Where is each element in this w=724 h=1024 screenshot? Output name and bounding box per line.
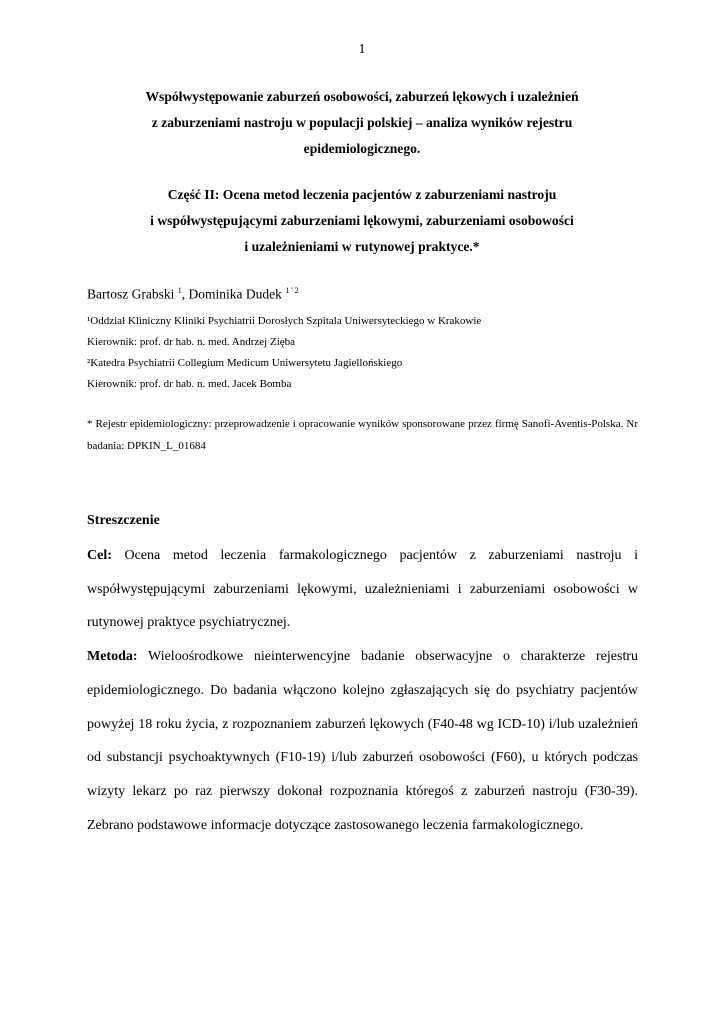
document-title: [0, 84, 724, 162]
affiliation-line: Kierownik: prof. dr hab. n. med. Jacek Bomba: [87, 378, 292, 390]
affiliation-line: Kierownik: prof. dr hab. n. med. Andrzej Zięba: [87, 336, 296, 348]
abstract-goal-paragraph: [87, 539, 638, 640]
affiliation-line: ¹Oddział Kliniczny Kliniki Psychiatrii Dorosłych Szpitala Uniwersyteckiego w Krakowie: [87, 315, 482, 327]
abstract-method-paragraph: [87, 640, 638, 842]
author-name: Dominika Dudek: [188, 286, 282, 302]
sponsor-footnote: * Rejestr epidemiologiczny: przeprowadzenie i opracowanie wyników sponsorowane przez firmę Sanofi-Aventis-Polska. Nr badania: DPKIN_L_01684: [87, 418, 638, 452]
affiliations: [87, 311, 481, 395]
page-number: 1: [358, 42, 366, 57]
abstract-body: [87, 539, 638, 842]
subtitle-line: i współwystępującymi zaburzeniami lękowymi, zaburzeniami osobowości: [150, 213, 574, 228]
subtitle-line: Część II: Ocena metod leczenia pacjentów z zaburzeniami nastroju: [167, 187, 557, 202]
title-line: z zaburzeniami nastroju w populacji polskiej – analiza wyników rejestru: [151, 115, 573, 130]
method-label: Metoda:: [87, 649, 138, 665]
title-line: Współwystępowanie zaburzeń osobowości, zaburzeń lękowych i uzależnień: [145, 89, 579, 104]
authors-line: [87, 286, 299, 303]
method-text: Wieloośrodkowe nieinterwencyjne badanie obserwacyjne o charakterze rejestru epidemiologicznego. Do badania włączono kolejno zgłaszających się do psychiatry pacjentów powyżej 18 roku życia, z rozpoznaniem zaburzeń lękowych (F40-48 wg ICD-10) i/lub uzależnień od substancji psychoaktywnych (F10-19) i/lub zaburzeń osobowości (F60), u których podczas wizyty lekarz po raz pierwszy dokonał rozpoznania któregoś z zaburzeń nastroju (F30-39). Zebrano podstawowe informacje dotyczące zastosowanego leczenia farmakologicznego.: [87, 649, 638, 833]
author-separator: ,: [181, 286, 189, 302]
abstract-heading: Streszczenie: [87, 513, 160, 528]
document-subtitle: [0, 182, 724, 260]
goal-label: Cel:: [87, 548, 112, 563]
author-affiliation-mark: 1: [177, 286, 182, 295]
subtitle-line: i uzależnieniami w rutynowej praktyce.*: [244, 239, 480, 254]
affiliation-line: ²Katedra Psychiatrii Collegium Medicum Uniwersytetu Jagiellońskiego: [87, 357, 403, 369]
title-line: epidemiologicznego.: [303, 141, 421, 156]
author-name: Bartosz Grabski: [87, 286, 175, 302]
author-affiliation-mark: 1 ' 2: [285, 286, 299, 295]
goal-text: Ocena metod leczenia farmakologicznego pacjentów z zaburzeniami nastroju i współwystępującymi zaburzeniami lękowymi, uzależnieniami i zaburzeniami osobowości w rutynowej praktyce psychiatrycznej.: [87, 548, 638, 631]
